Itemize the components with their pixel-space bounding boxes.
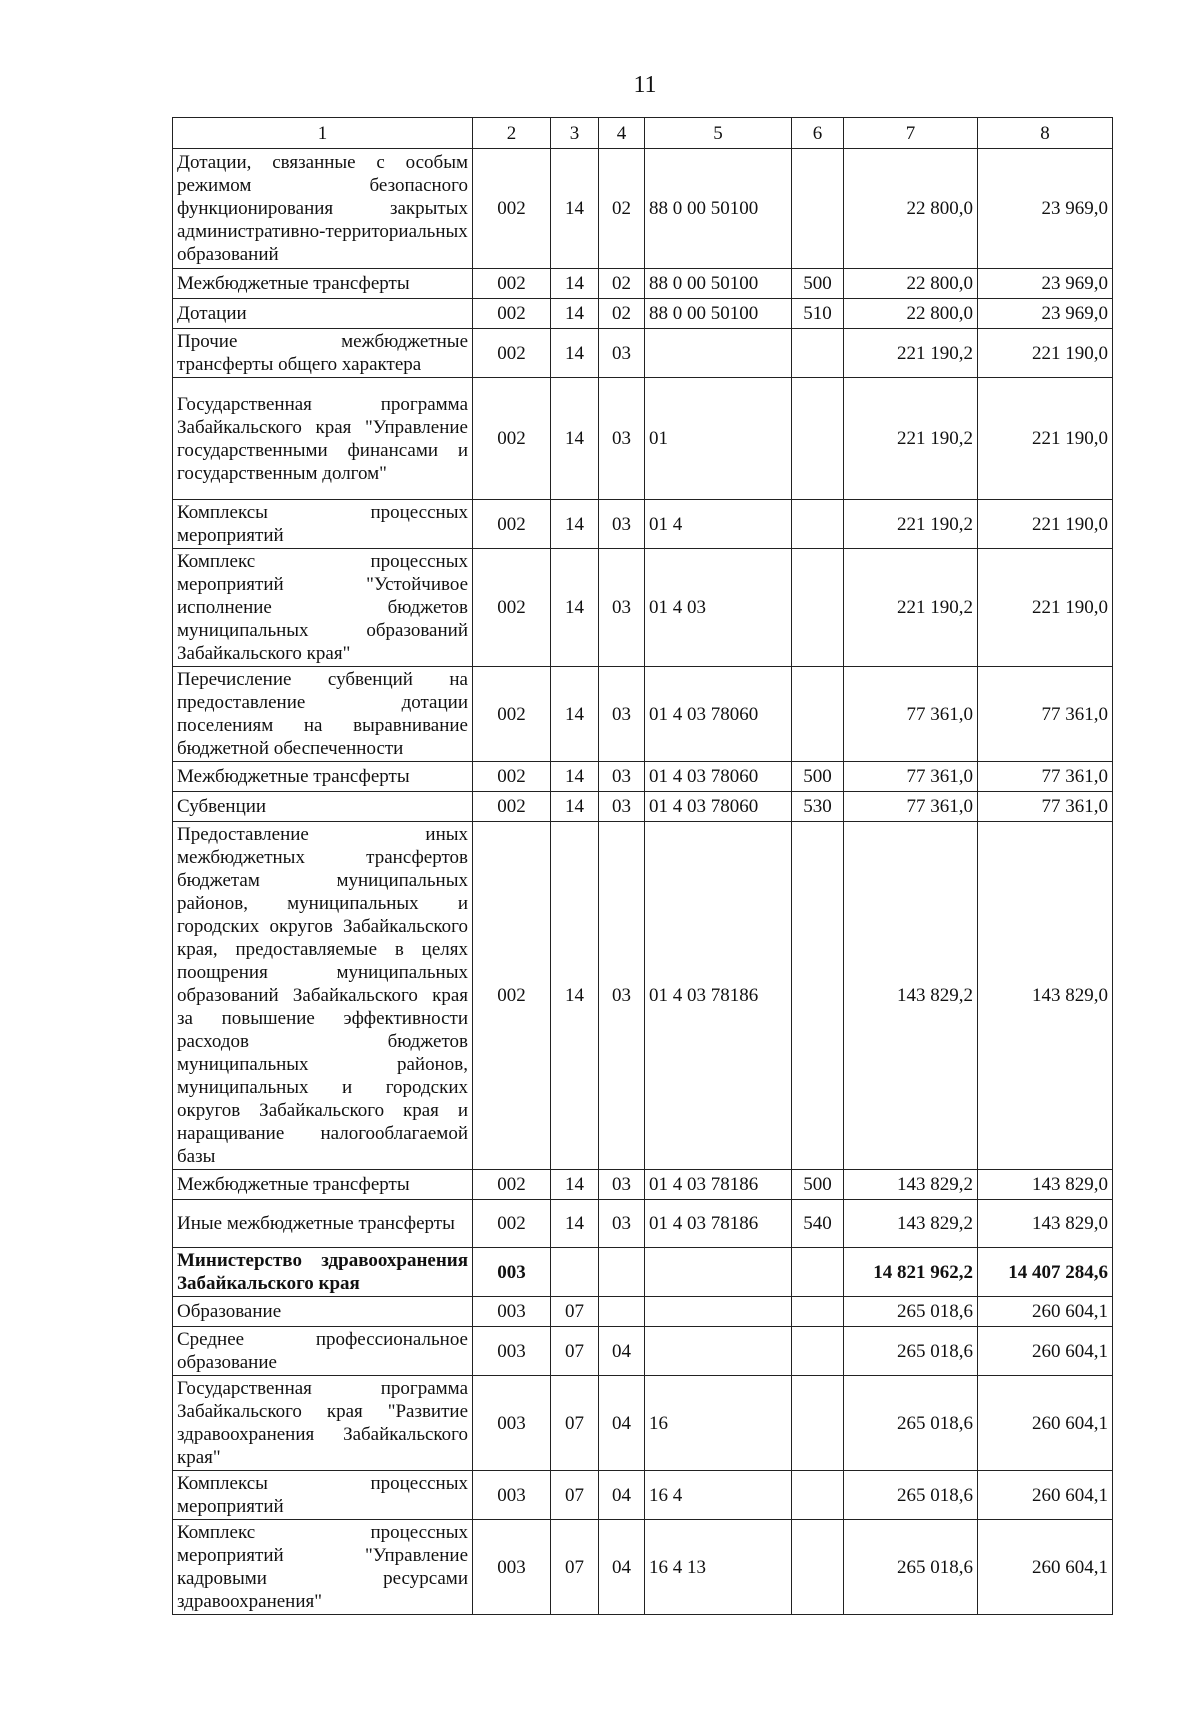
amount-year1-cell: 265 018,6: [844, 1471, 978, 1520]
section-code-cell: 14: [551, 1170, 599, 1200]
target-article-cell: [645, 329, 792, 378]
amount-year1-cell: 265 018,6: [844, 1520, 978, 1615]
subsection-code-cell: 03: [599, 822, 645, 1170]
table-row: [173, 378, 1113, 500]
expense-type-cell: [792, 378, 844, 500]
section-code-cell: 14: [551, 299, 599, 329]
subsection-code-cell: 04: [599, 1520, 645, 1615]
amount-year1-cell: 143 829,2: [844, 822, 978, 1170]
target-article-cell: 88 0 00 50100: [645, 269, 792, 299]
admin-code-cell: 002: [473, 500, 551, 549]
table-row: [173, 299, 1113, 329]
section-code-cell: 14: [551, 549, 599, 667]
subsection-code-cell: 04: [599, 1376, 645, 1471]
admin-code-cell: 002: [473, 1170, 551, 1200]
row-name-cell: Государственная программа Забайкальского края "Развитие здравоохранения Забайкальского края": [173, 1376, 473, 1471]
table-row: [173, 792, 1113, 822]
header-row: [173, 118, 1113, 149]
amount-year2-cell: 143 829,0: [978, 1170, 1113, 1200]
section-code-cell: 14: [551, 762, 599, 792]
admin-code-cell: 002: [473, 149, 551, 269]
expense-type-cell: 540: [792, 1200, 844, 1248]
admin-code-cell: 003: [473, 1520, 551, 1615]
table-row: [173, 1376, 1113, 1471]
amount-year2-cell: 260 604,1: [978, 1520, 1113, 1615]
expense-type-cell: [792, 1297, 844, 1327]
section-code-cell: 07: [551, 1471, 599, 1520]
amount-year1-cell: 143 829,2: [844, 1200, 978, 1248]
admin-code-cell: 002: [473, 1200, 551, 1248]
row-name-cell: Комплексы процессных мероприятий: [173, 500, 473, 549]
section-code-cell: 14: [551, 667, 599, 762]
table-row: [173, 1297, 1113, 1327]
row-name-cell: Комплекс процессных мероприятий "Управление кадровыми ресурсами здравоохранения": [173, 1520, 473, 1615]
amount-year2-cell: 221 190,0: [978, 500, 1113, 549]
amount-year1-cell: 14 821 962,2: [844, 1248, 978, 1297]
expense-type-cell: [792, 1327, 844, 1376]
row-name-cell: Иные межбюджетные трансферты: [173, 1200, 473, 1248]
column-header: 6: [792, 118, 844, 149]
table-row: [173, 549, 1113, 667]
target-article-cell: 01 4 03: [645, 549, 792, 667]
row-name-cell: Межбюджетные трансферты: [173, 762, 473, 792]
subsection-code-cell: 03: [599, 329, 645, 378]
target-article-cell: [645, 1327, 792, 1376]
amount-year2-cell: 260 604,1: [978, 1297, 1113, 1327]
section-code-cell: 14: [551, 269, 599, 299]
table-row: [173, 762, 1113, 792]
subsection-code-cell: 02: [599, 269, 645, 299]
expense-type-cell: 530: [792, 792, 844, 822]
row-name-cell: Дотации: [173, 299, 473, 329]
admin-code-cell: 003: [473, 1297, 551, 1327]
row-name-cell: Среднее профессиональное образование: [173, 1327, 473, 1376]
amount-year2-cell: 143 829,0: [978, 1200, 1113, 1248]
row-name-cell: Комплекс процессных мероприятий "Устойчивое исполнение бюджетов муниципальных образований Забайкальского края": [173, 549, 473, 667]
amount-year2-cell: 143 829,0: [978, 822, 1113, 1170]
subsection-code-cell: 04: [599, 1471, 645, 1520]
expense-type-cell: [792, 1248, 844, 1297]
expense-type-cell: [792, 1471, 844, 1520]
subsection-code-cell: 03: [599, 1200, 645, 1248]
subsection-code-cell: 03: [599, 378, 645, 500]
admin-code-cell: 002: [473, 549, 551, 667]
column-header: 8: [978, 118, 1113, 149]
target-article-cell: [645, 1297, 792, 1327]
row-name-cell: Предоставление иных межбюджетных трансфертов бюджетам муниципальных районов, муниципальных и городских округов Забайкальского края, предоставляемые в целях поощрения муниципальных образований Забайкальского края за повышение эффективности расходов бюджетов муниципальных районов, муниципальных и городских округов Забайкальского края и наращивание налогооблагаемой базы: [173, 822, 473, 1170]
expense-type-cell: [792, 1520, 844, 1615]
admin-code-cell: 003: [473, 1471, 551, 1520]
target-article-cell: 16 4: [645, 1471, 792, 1520]
amount-year2-cell: 260 604,1: [978, 1471, 1113, 1520]
table-row: [173, 1327, 1113, 1376]
section-code-cell: 14: [551, 792, 599, 822]
subsection-code-cell: 03: [599, 762, 645, 792]
subsection-code-cell: 03: [599, 667, 645, 762]
target-article-cell: 01 4 03 78060: [645, 762, 792, 792]
table-row: [173, 269, 1113, 299]
row-name-cell: Комплексы процессных мероприятий: [173, 1471, 473, 1520]
section-code-cell: 07: [551, 1376, 599, 1471]
amount-year1-cell: 265 018,6: [844, 1376, 978, 1471]
row-name-cell: Государственная программа Забайкальского края "Управление государственными финансами и государственным долгом": [173, 378, 473, 500]
table-row: [173, 1248, 1113, 1297]
expense-type-cell: [792, 549, 844, 667]
amount-year2-cell: 221 190,0: [978, 549, 1113, 667]
target-article-cell: 16 4 13: [645, 1520, 792, 1615]
column-header: 2: [473, 118, 551, 149]
amount-year1-cell: 265 018,6: [844, 1327, 978, 1376]
expense-type-cell: 500: [792, 1170, 844, 1200]
amount-year2-cell: 260 604,1: [978, 1327, 1113, 1376]
section-code-cell: 14: [551, 1200, 599, 1248]
budget-table: [172, 117, 1113, 1615]
table-row: [173, 667, 1113, 762]
section-code-cell: 07: [551, 1297, 599, 1327]
target-article-cell: 01 4 03 78186: [645, 1200, 792, 1248]
amount-year1-cell: 77 361,0: [844, 792, 978, 822]
expense-type-cell: [792, 149, 844, 269]
admin-code-cell: 003: [473, 1376, 551, 1471]
target-article-cell: 88 0 00 50100: [645, 299, 792, 329]
target-article-cell: 16: [645, 1376, 792, 1471]
amount-year2-cell: 77 361,0: [978, 792, 1113, 822]
section-code-cell: 14: [551, 329, 599, 378]
section-code-cell: 07: [551, 1327, 599, 1376]
expense-type-cell: [792, 329, 844, 378]
row-name-cell: Перечисление субвенций на предоставление дотации поселениям на выравнивание бюджетной обеспеченности: [173, 667, 473, 762]
column-header: 7: [844, 118, 978, 149]
target-article-cell: 01 4 03 78060: [645, 667, 792, 762]
expense-type-cell: 500: [792, 762, 844, 792]
target-article-cell: 01 4: [645, 500, 792, 549]
amount-year1-cell: 22 800,0: [844, 149, 978, 269]
subsection-code-cell: 04: [599, 1327, 645, 1376]
amount-year1-cell: 221 190,2: [844, 549, 978, 667]
section-code-cell: [551, 1248, 599, 1297]
target-article-cell: 01 4 03 78060: [645, 792, 792, 822]
admin-code-cell: 002: [473, 792, 551, 822]
table-row: [173, 822, 1113, 1170]
amount-year1-cell: 221 190,2: [844, 378, 978, 500]
amount-year2-cell: 77 361,0: [978, 762, 1113, 792]
column-header: 4: [599, 118, 645, 149]
admin-code-cell: 002: [473, 329, 551, 378]
subsection-code-cell: 03: [599, 792, 645, 822]
amount-year2-cell: 14 407 284,6: [978, 1248, 1113, 1297]
expense-type-cell: [792, 500, 844, 549]
amount-year1-cell: 265 018,6: [844, 1297, 978, 1327]
amount-year2-cell: 77 361,0: [978, 667, 1113, 762]
row-name-cell: Образование: [173, 1297, 473, 1327]
row-name-cell: Прочие межбюджетные трансферты общего характера: [173, 329, 473, 378]
row-name-cell: Дотации, связанные с особым режимом безопасного функционирования закрытых административно-территориальных образований: [173, 149, 473, 269]
section-code-cell: 14: [551, 822, 599, 1170]
table-row: [173, 149, 1113, 269]
amount-year1-cell: 22 800,0: [844, 269, 978, 299]
amount-year1-cell: 221 190,2: [844, 500, 978, 549]
subsection-code-cell: 02: [599, 299, 645, 329]
column-header: 5: [645, 118, 792, 149]
admin-code-cell: 002: [473, 822, 551, 1170]
amount-year2-cell: 221 190,0: [978, 378, 1113, 500]
admin-code-cell: 003: [473, 1248, 551, 1297]
table-row: [173, 1170, 1113, 1200]
amount-year2-cell: 23 969,0: [978, 299, 1113, 329]
section-code-cell: 07: [551, 1520, 599, 1615]
admin-code-cell: 002: [473, 269, 551, 299]
amount-year2-cell: 260 604,1: [978, 1376, 1113, 1471]
amount-year1-cell: 22 800,0: [844, 299, 978, 329]
target-article-cell: 01 4 03 78186: [645, 1170, 792, 1200]
table-row: [173, 1471, 1113, 1520]
section-code-cell: 14: [551, 500, 599, 549]
table-row: [173, 1520, 1113, 1615]
target-article-cell: [645, 1248, 792, 1297]
amount-year2-cell: 23 969,0: [978, 149, 1113, 269]
table-row: [173, 500, 1113, 549]
target-article-cell: 01: [645, 378, 792, 500]
subsection-code-cell: 02: [599, 149, 645, 269]
target-article-cell: 01 4 03 78186: [645, 822, 792, 1170]
row-name-cell: Министерство здравоохранения Забайкальского края: [173, 1248, 473, 1297]
subsection-code-cell: [599, 1297, 645, 1327]
subsection-code-cell: 03: [599, 1170, 645, 1200]
amount-year1-cell: 77 361,0: [844, 762, 978, 792]
amount-year2-cell: 23 969,0: [978, 269, 1113, 299]
subsection-code-cell: 03: [599, 500, 645, 549]
admin-code-cell: 002: [473, 378, 551, 500]
section-code-cell: 14: [551, 149, 599, 269]
admin-code-cell: 003: [473, 1327, 551, 1376]
expense-type-cell: [792, 1376, 844, 1471]
amount-year1-cell: 77 361,0: [844, 667, 978, 762]
amount-year1-cell: 221 190,2: [844, 329, 978, 378]
expense-type-cell: [792, 822, 844, 1170]
subsection-code-cell: [599, 1248, 645, 1297]
expense-type-cell: 500: [792, 269, 844, 299]
page-number: 11: [633, 72, 657, 98]
column-header: 3: [551, 118, 599, 149]
subsection-code-cell: 03: [599, 549, 645, 667]
table-row: [173, 1200, 1113, 1248]
admin-code-cell: 002: [473, 667, 551, 762]
expense-type-cell: 510: [792, 299, 844, 329]
admin-code-cell: 002: [473, 299, 551, 329]
amount-year2-cell: 221 190,0: [978, 329, 1113, 378]
target-article-cell: 88 0 00 50100: [645, 149, 792, 269]
column-header: 1: [173, 118, 473, 149]
expense-type-cell: [792, 667, 844, 762]
row-name-cell: Межбюджетные трансферты: [173, 269, 473, 299]
table-row: [173, 329, 1113, 378]
amount-year1-cell: 143 829,2: [844, 1170, 978, 1200]
section-code-cell: 14: [551, 378, 599, 500]
admin-code-cell: 002: [473, 762, 551, 792]
row-name-cell: Субвенции: [173, 792, 473, 822]
row-name-cell: Межбюджетные трансферты: [173, 1170, 473, 1200]
